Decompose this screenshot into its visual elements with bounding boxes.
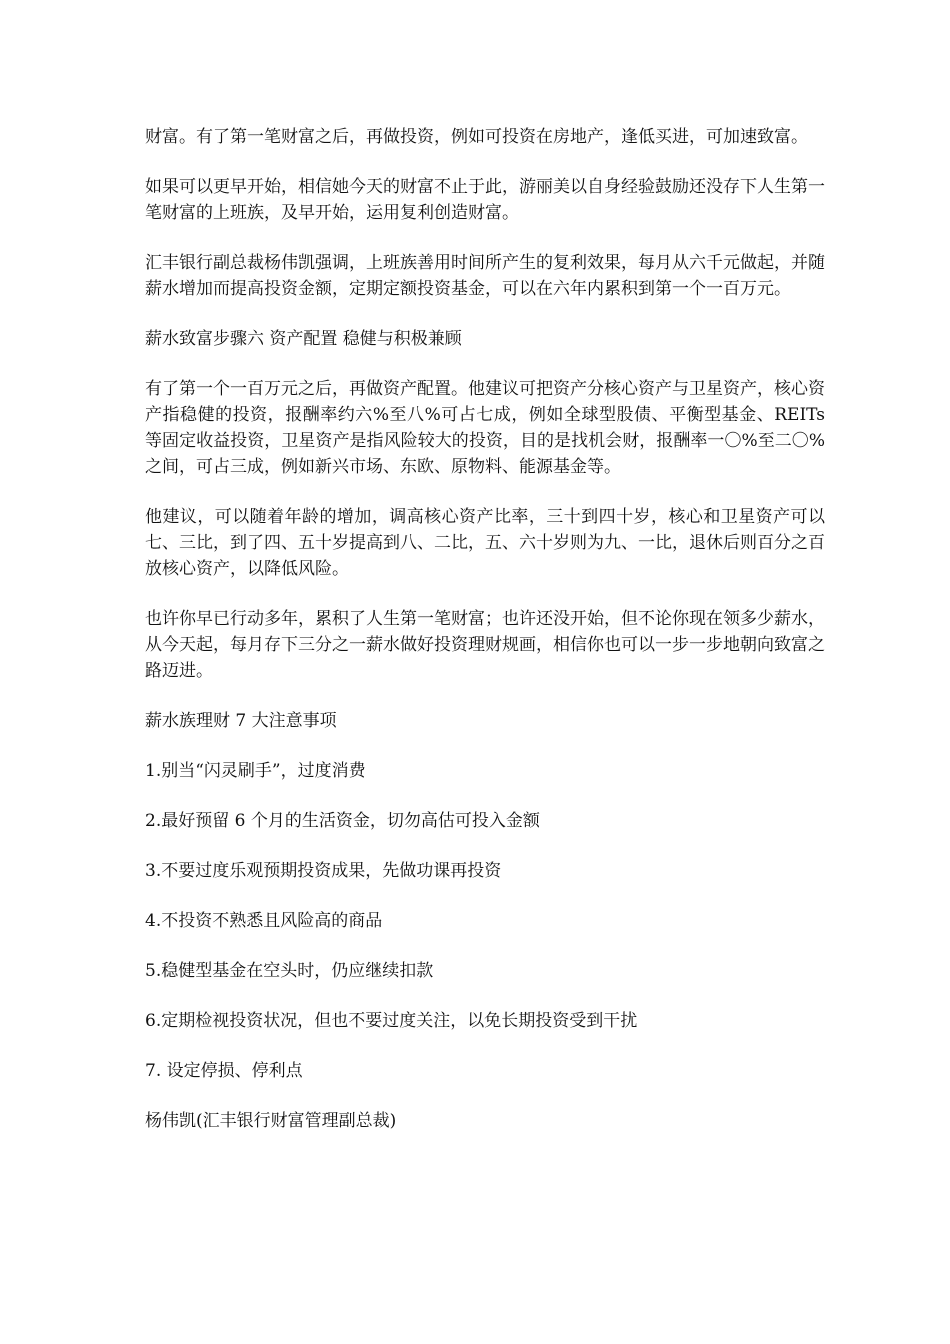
paragraph-start-earlier: 如果可以更早开始，相信她今天的财富不止于此，游丽美以自身经验鼓励还没存下人生第一笔财富的上班族，及早开始，运用复利创造财富。 <box>145 177 825 223</box>
list-item-note-3: 3.不要过度乐观预期投资成果，先做功课再投资 <box>145 861 502 881</box>
paragraph-wealth-first: 财富。有了第一笔财富之后，再做投资，例如可投资在房地产，逢低买进，可加速致富。 <box>145 127 808 147</box>
list-item-note-5: 5.稳健型基金在空头时，仍应继续扣款 <box>145 961 434 981</box>
list-item-note-1: 1.别当“闪灵刷手”，过度消费 <box>145 761 366 781</box>
list-item-note-7: 7. 设定停损、停利点 <box>145 1061 303 1081</box>
paragraph-compound-interest: 汇丰银行副总裁杨伟凯强调，上班族善用时间所产生的复利效果，每月从六千元做起，并随薪水增加而提高投资金额，定期定额投资基金，可以在六年内累积到第一个一百万元。 <box>145 253 825 299</box>
list-item-note-6: 6.定期检视投资状况，但也不要过度关注，以免长期投资受到干扰 <box>145 1011 638 1031</box>
section-heading-notes: 薪水族理财 7 大注意事项 <box>145 711 337 731</box>
author-attribution: 杨伟凯(汇丰银行财富管理副总裁) <box>145 1111 397 1131</box>
list-item-note-2: 2.最好预留 6 个月的生活资金，切勿高估可投入金额 <box>145 811 540 831</box>
paragraph-conclusion: 也许你早已行动多年，累积了人生第一笔财富；也许还没开始，但不论你现在领多少薪水，从今天起，每月存下三分之一薪水做好投资理财规画，相信你也可以一步一步地朝向致富之路迈进。 <box>145 609 825 681</box>
section-heading-step-six: 薪水致富步骤六 资产配置 稳健与积极兼顾 <box>145 329 462 349</box>
list-item-note-4: 4.不投资不熟悉且风险高的商品 <box>145 911 383 931</box>
document-page <box>145 124 825 1158</box>
paragraph-asset-allocation: 有了第一个一百万元之后，再做资产配置。他建议可把资产分核心资产与卫星资产，核心资产指稳健的投资，报酬率约六%至八%可占七成，例如全球型股债、平衡型基金、REITs 等固定收益投资，卫星资产是指风险较大的投资，目的是找机会财，报酬率一〇%至二〇%之间，可占三成，例如新兴市场、东欧、原物料、能源基金等。 <box>145 379 825 477</box>
paragraph-age-ratio: 他建议，可以随着年龄的增加，调高核心资产比率，三十到四十岁，核心和卫星资产可以七、三比，到了四、五十岁提高到八、二比，五、六十岁则为九、一比，退休后则百分之百放核心资产，以降低风险。 <box>145 507 825 579</box>
